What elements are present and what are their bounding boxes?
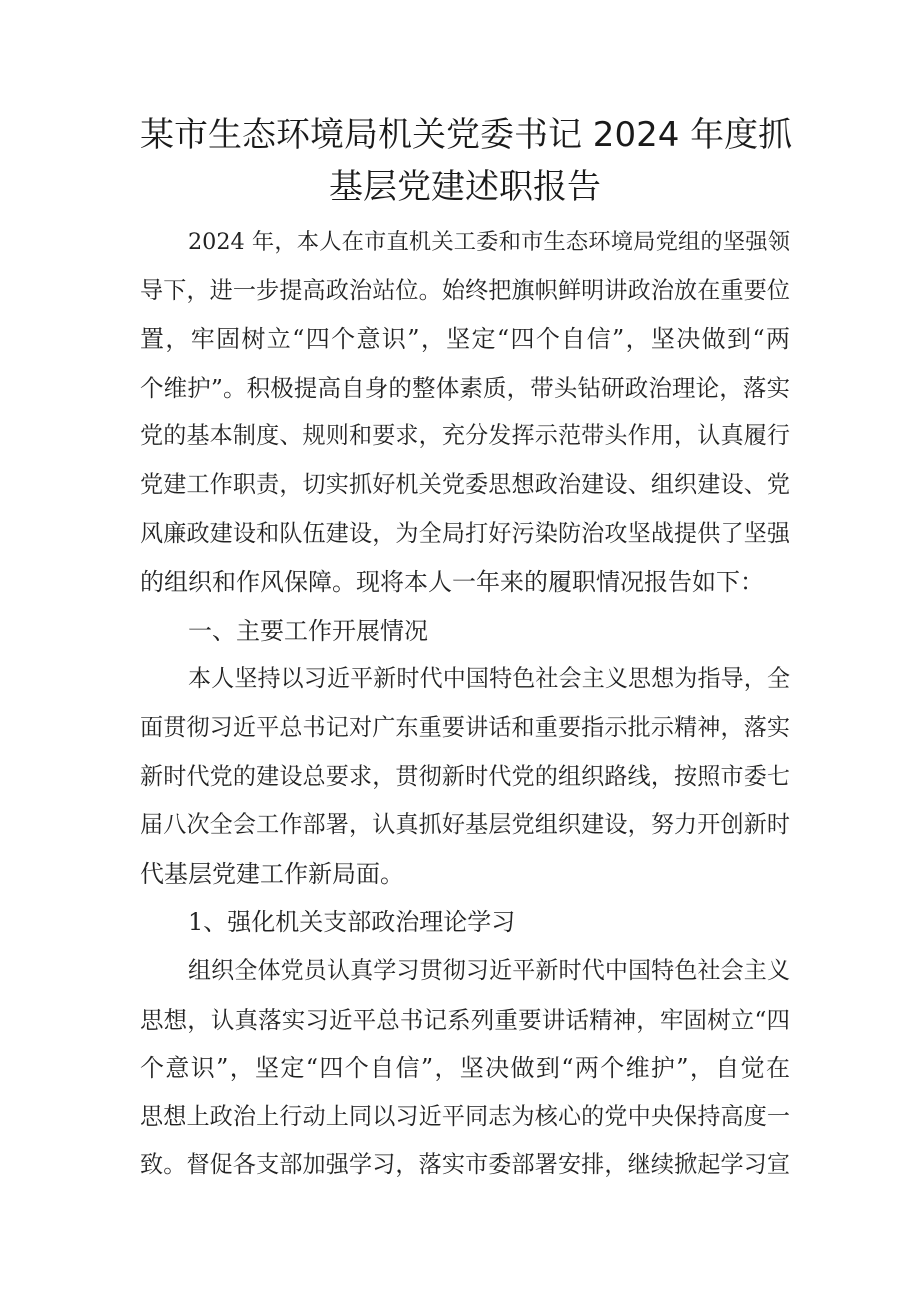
paragraph-line: 党建工作职责，切实抓好机关党委思想政治建设、组织建设、党	[140, 471, 790, 498]
section-heading: 1、强化机关支部政治理论学习	[188, 908, 516, 937]
paragraph-line: 个意识”，坚定“四个自信”，坚决做到“两个维护”，自觉在	[140, 1054, 790, 1083]
paragraph-line: 2024 年，本人在市直机关工委和市生态环境局党组的坚强领	[188, 229, 790, 255]
paragraph-line: 组织全体党员认真学习贯彻习近平新时代中国特色社会主义	[188, 957, 790, 984]
paragraph-line: 个维护”。积极提高自身的整体素质，带头钻研政治理论，落实	[140, 373, 790, 402]
paragraph-line: 风廉政建设和队伍建设，为全局打好污染防治攻坚战提供了坚强	[140, 520, 790, 547]
paragraph-line: 面贯彻习近平总书记对广东重要讲话和重要指示批示精神，落实	[140, 714, 790, 741]
paragraph-line: 致。督促各支部加强学习，落实市委部署安排，继续掀起学习宣	[140, 1152, 790, 1179]
document-body	[140, 224, 790, 1196]
document-title-line-1: 某市生态环境局机关党委书记 2024 年度抓	[140, 115, 793, 155]
paragraph-line: 思想，认真落实习近平总书记系列重要讲话精神，牢固树立“四	[140, 1005, 790, 1034]
document-title-line-2: 基层党建述职报告	[329, 167, 601, 207]
paragraph-line: 的组织和作风保障。现将本人一年来的履职情况报告如下：	[140, 568, 764, 597]
paragraph-line: 新时代党的建设总要求，贯彻新时代党的组织路线，按照市委七	[140, 763, 790, 790]
paragraph-line: 导下，进一步提高政治站位。始终把旗帜鲜明讲政治放在重要位	[140, 277, 790, 304]
section-heading: 一、主要工作开展情况	[188, 616, 428, 645]
paragraph-line: 党的基本制度、规则和要求，充分发挥示范带头作用，认真履行	[140, 423, 790, 450]
paragraph-line: 思想上政治上行动上同以习近平同志为核心的党中央保持高度一	[140, 1103, 790, 1130]
paragraph-line: 置，牢固树立“四个意识”，坚定“四个自信”，坚决做到“两	[140, 325, 790, 354]
paragraph-line: 届八次全会工作部署，认真抓好基层党组织建设，努力开创新时	[140, 812, 790, 839]
paragraph-line: 代基层党建工作新局面。	[140, 859, 404, 888]
paragraph-line: 本人坚持以习近平新时代中国特色社会主义思想为指导，全	[188, 666, 790, 693]
